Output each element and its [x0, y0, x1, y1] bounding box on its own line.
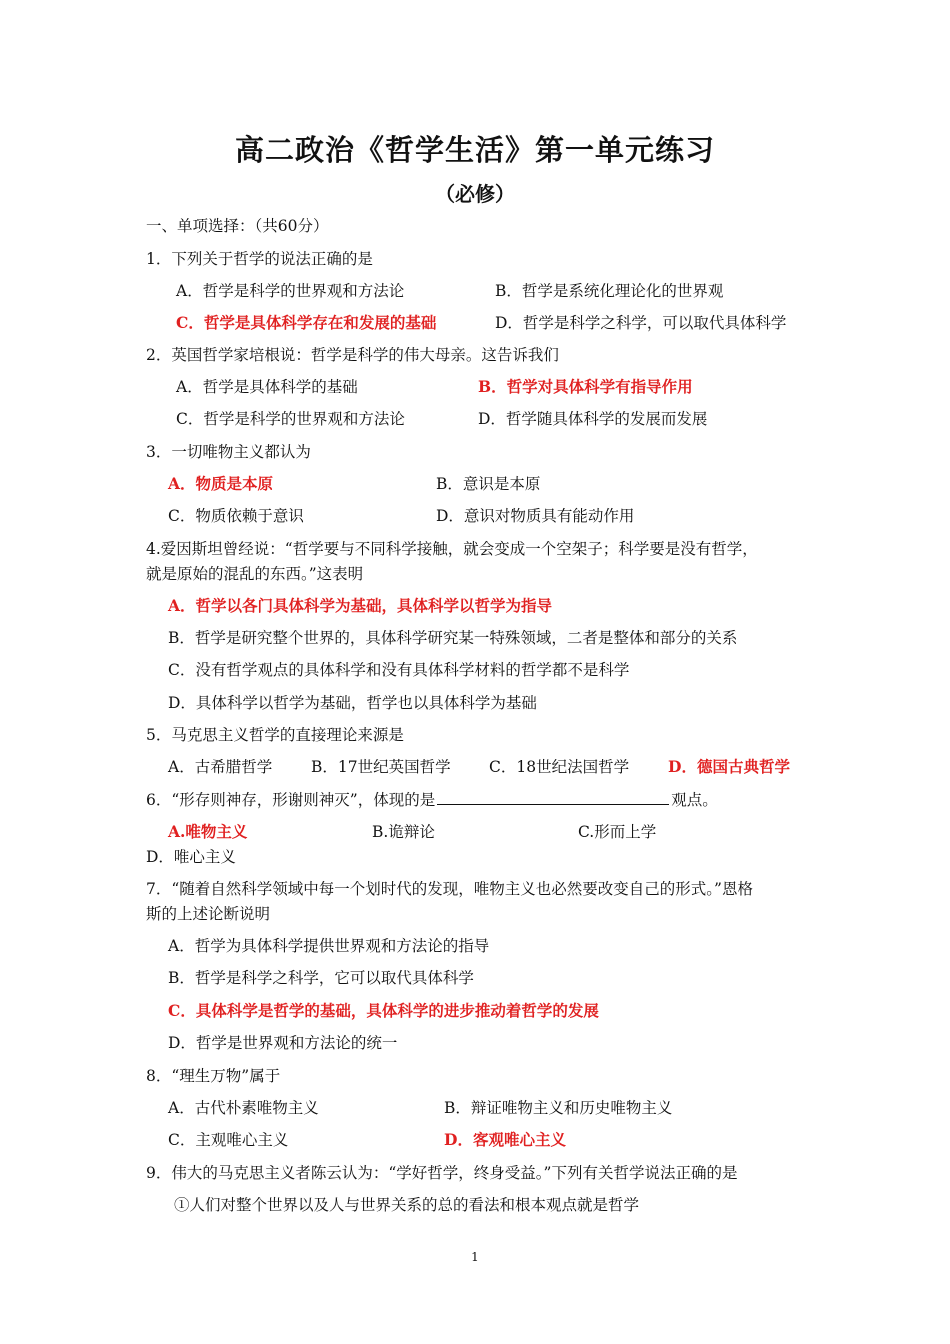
q4-option-d: D．具体科学以哲学为基础，哲学也以具体科学为基础	[168, 694, 537, 712]
q9-item-1: ①人们对整个世界以及人与世界关系的总的看法和根本观点就是哲学	[174, 1196, 640, 1214]
q1-option-a: A．哲学是科学的世界观和方法论	[176, 282, 405, 300]
q4-stem-line1: 4.爱因斯坦曾经说：“哲学要与不同科学接触，就会变成一个空架子；科学要是没有哲学，	[146, 540, 758, 558]
page-subtitle: （必修）	[435, 182, 515, 206]
q4-stem-line2: 就是原始的混乱的东西。”这表明	[146, 565, 364, 583]
q6-option-a-answer: A.唯物主义	[168, 822, 248, 841]
q1-option-b: B．哲学是系统化理论化的世界观	[495, 282, 724, 300]
q6-option-d: D．唯心主义	[146, 848, 236, 866]
page-title: 高二政治《哲学生活》第一单元练习	[234, 133, 715, 167]
q4-option-b: B．哲学是研究整个世界的，具体科学研究某一特殊领域，二者是整体和部分的关系	[168, 629, 738, 647]
q4-option-c: C．没有哲学观点的具体科学和没有具体科学材料的哲学都不是科学	[168, 661, 630, 679]
q8-option-a: A．古代朴素唯物主义	[168, 1099, 319, 1117]
q2-option-a: A．哲学是具体科学的基础	[176, 378, 358, 396]
q7-stem-line1: 7．“随着自然科学领域中每一个划时代的发现，唯物主义也必然要改变自己的形式。”恩格	[146, 880, 753, 898]
q2-option-d: D．哲学随具体科学的发展而发展	[478, 410, 708, 428]
q3-option-b: B．意识是本原	[436, 475, 541, 493]
q3-option-c: C．物质依赖于意识	[168, 507, 304, 525]
q2-option-c: C．哲学是科学的世界观和方法论	[176, 410, 405, 428]
q2-stem: 2．英国哲学家培根说：哲学是科学的伟大母亲。这告诉我们	[146, 346, 559, 364]
q2-option-b-answer: B．哲学对具体科学有指导作用	[478, 377, 693, 396]
q1-option-d: D．哲学是科学之科学，可以取代具体科学	[495, 314, 787, 332]
q1-option-c-answer: C．哲学是具体科学存在和发展的基础	[176, 313, 437, 332]
q7-option-c-answer: C．具体科学是哲学的基础，具体科学的进步推动着哲学的发展	[168, 1001, 599, 1020]
q4-option-a-answer: A．哲学以各门具体科学为基础，具体科学以哲学为指导	[168, 596, 553, 615]
q7-option-a: A．哲学为具体科学提供世界观和方法论的指导	[168, 937, 490, 955]
section-heading: 一、单项选择：（共60分）	[146, 217, 329, 235]
q5-option-c: C．18世纪法国哲学	[489, 758, 630, 776]
q8-option-b: B．辩证唯物主义和历史唯物主义	[444, 1099, 673, 1117]
q7-stem-line2: 斯的上述论断说明	[146, 905, 271, 923]
q6-stem-after: 观点。	[671, 791, 718, 809]
q5-option-a: A．古希腊哲学	[168, 758, 273, 776]
q3-option-d: D．意识对物质具有能动作用	[436, 507, 635, 525]
q6-answer-blank	[437, 790, 669, 805]
q8-option-d-answer: D．客观唯心主义	[444, 1130, 566, 1149]
q5-option-d-answer: D．德国古典哲学	[668, 757, 790, 776]
q7-option-d: D．哲学是世界观和方法论的统一	[168, 1034, 398, 1052]
q8-stem: 8．“理生万物”属于	[146, 1067, 281, 1085]
page-number: 1	[471, 1250, 479, 1264]
q6-option-c: C.形而上学	[578, 823, 657, 841]
q3-option-a-answer: A．物质是本原	[168, 474, 274, 493]
q9-stem: 9．伟大的马克思主义者陈云认为：“学好哲学，终身受益。”下列有关哲学说法正确的是	[146, 1164, 738, 1182]
q8-option-c: C．主观唯心主义	[168, 1131, 289, 1149]
q5-stem: 5．马克思主义哲学的直接理论来源是	[146, 726, 404, 744]
q7-option-b: B．哲学是科学之科学，它可以取代具体科学	[168, 969, 474, 987]
q3-stem: 3．一切唯物主义都认为	[146, 443, 311, 461]
q6-stem	[146, 790, 718, 810]
q1-stem: 1．下列关于哲学的说法正确的是	[146, 250, 373, 268]
q6-stem-before: 6．“形存则神存，形谢则神灭”，体现的是	[146, 791, 436, 809]
q6-option-b: B.诡辩论	[372, 823, 435, 841]
q5-option-b: B．17世纪英国哲学	[311, 758, 451, 776]
